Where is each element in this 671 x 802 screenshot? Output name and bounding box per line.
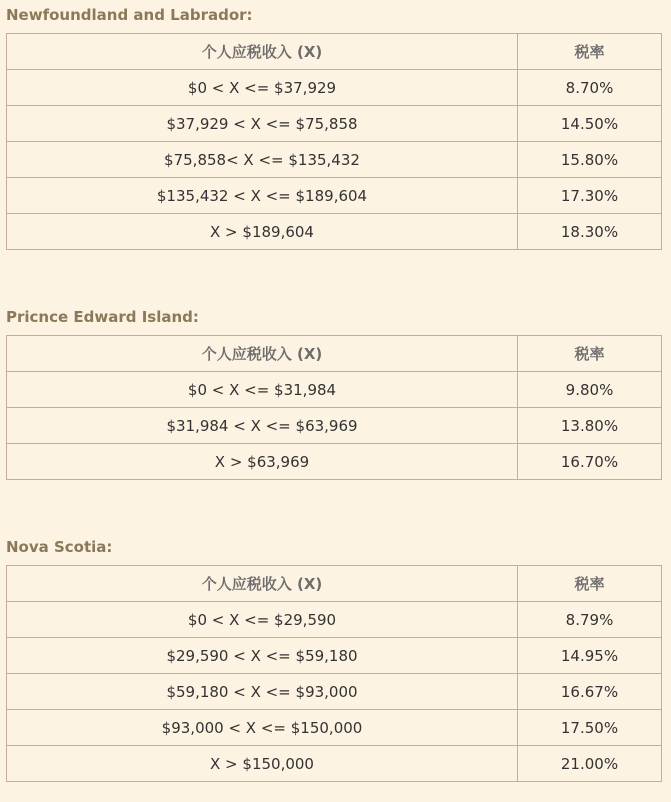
income-cell: $0 < X <= $37,929 <box>7 70 518 106</box>
table-header-row <box>7 566 662 602</box>
income-column-header: 个人应税收入 (X) <box>7 336 518 372</box>
table-row <box>7 638 662 674</box>
income-cell: X > $150,000 <box>7 746 518 782</box>
income-cell: $135,432 < X <= $189,604 <box>7 178 518 214</box>
income-cell: $0 < X <= $29,590 <box>7 602 518 638</box>
section-title: Nova Scotia: <box>6 538 113 556</box>
tax-table <box>6 565 662 782</box>
income-cell: $29,590 < X <= $59,180 <box>7 638 518 674</box>
rate-cell: 17.50% <box>518 710 662 746</box>
table-row <box>7 178 662 214</box>
income-column-header: 个人应税收入 (X) <box>7 34 518 70</box>
rate-cell: 18.30% <box>518 214 662 250</box>
rate-cell: 14.95% <box>518 638 662 674</box>
section-newfoundland-labrador <box>6 0 661 250</box>
rate-cell: 15.80% <box>518 142 662 178</box>
income-cell: $0 < X <= $31,984 <box>7 372 518 408</box>
income-cell: $59,180 < X <= $93,000 <box>7 674 518 710</box>
table-row <box>7 372 662 408</box>
table-row <box>7 746 662 782</box>
table-header-row <box>7 336 662 372</box>
rate-column-header: 税率 <box>518 566 662 602</box>
rate-column-header: 税率 <box>518 34 662 70</box>
table-row <box>7 408 662 444</box>
rate-cell: 13.80% <box>518 408 662 444</box>
rate-cell: 21.00% <box>518 746 662 782</box>
rate-cell: 8.70% <box>518 70 662 106</box>
table-row <box>7 214 662 250</box>
income-cell: X > $63,969 <box>7 444 518 480</box>
table-row <box>7 142 662 178</box>
rate-cell: 16.70% <box>518 444 662 480</box>
tax-table <box>6 335 662 480</box>
table-row <box>7 602 662 638</box>
rate-cell: 17.30% <box>518 178 662 214</box>
income-cell: $37,929 < X <= $75,858 <box>7 106 518 142</box>
rate-cell: 14.50% <box>518 106 662 142</box>
section-prince-edward-island <box>6 302 661 480</box>
income-column-header: 个人应税收入 (X) <box>7 566 518 602</box>
table-row <box>7 106 662 142</box>
rate-cell: 9.80% <box>518 372 662 408</box>
income-cell: $31,984 < X <= $63,969 <box>7 408 518 444</box>
rate-cell: 16.67% <box>518 674 662 710</box>
income-cell: $75,858< X <= $135,432 <box>7 142 518 178</box>
table-row <box>7 70 662 106</box>
section-title: Pricnce Edward Island: <box>6 308 199 326</box>
table-row <box>7 444 662 480</box>
table-header-row <box>7 34 662 70</box>
section-title: Newfoundland and Labrador: <box>6 6 253 24</box>
income-cell: $93,000 < X <= $150,000 <box>7 710 518 746</box>
tax-table <box>6 33 662 250</box>
section-nova-scotia <box>6 532 661 782</box>
rate-column-header: 税率 <box>518 336 662 372</box>
table-row <box>7 674 662 710</box>
table-row <box>7 710 662 746</box>
income-cell: X > $189,604 <box>7 214 518 250</box>
rate-cell: 8.79% <box>518 602 662 638</box>
